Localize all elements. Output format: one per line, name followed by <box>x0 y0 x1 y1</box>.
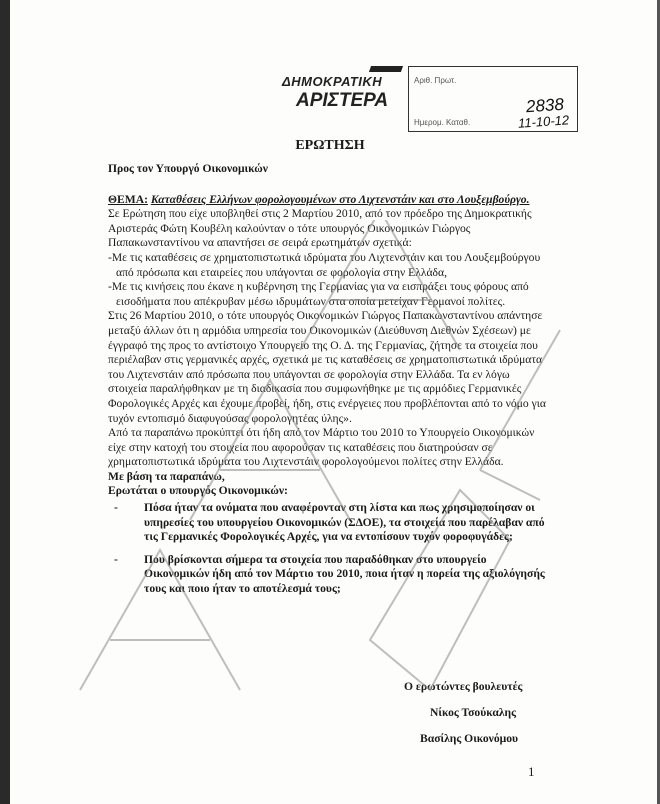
signature-name-1: Νίκος Τσούκαλης <box>430 706 516 719</box>
paragraph-answer: Στις 26 Μαρτίου 2010, ο τότε υπουργός Οικονομικών Γιώργος Παπακωνσταντίνου απάντησε μεταξύ άλλων ότι η αρμόδια υπηρεσία του Οικονομικών (Διεύθυνση Διεθνών Σχέσεων) με έγγραφό της προς το αντίστοιχο Υπουργείο της Ο. Δ. της Γερμανίας, ζήτησε τα στοιχεία που περιέλαβαν στις γερμανικές αρχές, σχετικά με τις καταθέσεις σε χρηματοπιστωτικά ιδρύματα του Λιχτενστάιν από πρόσωπα που υπάγονται σε φορολογία στην Ελλάδα. Τα εν λόγω στοιχεία παραλήφθηκαν με τη διαδικασία που συμφωνήθηκε με τις αρμόδιες Γερμανικές Φορολογικές Αρχές και έχουμε προβεί, ήδη, στις ενέργειες που προβλέπονται από το νόμο για τυχόν εντοπισμό διαφυγούσας φορολογητέας ύλης». <box>108 309 546 425</box>
question-2-text: Που βρίσκονται σήμερα τα στοιχεία που παραδόθηκαν στο υπουργείο Οικονομικών ήδη από τον Μάρτιο του 2010, ποια ήταν η πορεία της αξιολόγησής τους και ποιο ήταν το αποτέλεσμά τους; <box>144 552 545 596</box>
scan-edge-left <box>0 0 10 804</box>
question-2-dash: - <box>114 552 118 566</box>
paragraph-basis: Με βάση τα παραπάνω, <box>108 469 225 483</box>
question-1 <box>108 501 548 545</box>
party-logo <box>282 66 400 118</box>
subject-text: Καταθέσεις Ελλήνων φορολογουμένων στο Λιχτενστάιν και στο Λουξεμβούργο. <box>150 192 530 206</box>
logo-line2: ΑΡΙΣΤΕΡΑ <box>296 90 389 111</box>
paragraph-bullet-2: -Με τις κινήσεις που έκανε η κυβέρνηση της Γερμανίας για να εισπράξει τους φόρους από εισοδήματα που απέκρυβαν μέσω ιδρυμάτων στα οποία μετείχαν Γερμανοί πολίτες. <box>108 280 529 308</box>
stamp-date: 11-10-12 <box>517 112 570 131</box>
question-1-dash: - <box>114 501 118 515</box>
stamp-line1: Αριθ. Πρωτ. <box>414 76 457 85</box>
question-2 <box>108 553 548 597</box>
subject-label: ΘΕΜΑ: <box>108 192 148 206</box>
stamp-number: 2838 <box>525 94 565 117</box>
signature-name-2: Βασίλης Οικονόμου <box>420 732 519 745</box>
paragraph-asked: Ερωτάται ο υπουργός Οικονομικών: <box>108 484 288 498</box>
document-body <box>108 160 548 597</box>
logo-bar-icon <box>369 66 403 72</box>
paragraph-intro: Σε Ερώτηση που είχε υποβληθεί στις 2 Μαρτίου 2010, από τον πρόεδρο της Δημοκρατικής Αριστεράς Φώτη Κουβέλη καλούνταν ο τότε υπουργός Οικονομικών Γιώργος Παπακωνσταντίνου να απαντήσει σε σειρά ερωτημάτων σχετικά: <box>108 207 532 250</box>
addressee: Προς τον Υπουργό Οικονομικών <box>108 162 268 175</box>
logo-line1: ΔΗΜΟΚΡΑΤΙΚΗ <box>282 74 383 89</box>
page-number: 1 <box>528 764 535 779</box>
registration-stamp <box>408 66 588 138</box>
question-1-text: Πόσα ήταν τα ονόματα που αναφέρονταν στη λίστα και πως χρησιμοποίησαν οι υπηρεσίες του υπουργείου Οικονομικών (ΣΔΟΕ), τα στοιχεία που παρέλαβαν από τις Γερμανικές Φορολογικές Αρχές, για να εντοπίσουν τυχόν φοροφυγάδες; <box>144 501 545 544</box>
document-title: ΕΡΩΤΗΣΗ <box>295 138 365 153</box>
signatures-heading: Ο ερωτώντες βουλευτές <box>404 680 523 693</box>
stamp-line2: Ημερομ. Καταθ. <box>414 118 471 127</box>
paragraph-bullet-1: -Με τις καταθέσεις σε χρηματοπιστωτικά ιδρύματα του Λιχτενστάιν και του Λουξεμβούργου από πρόσωπα και εταιρείες που υπάγονται σε φορολογία στην Ελλάδα, <box>108 250 541 279</box>
subject <box>108 193 548 208</box>
paragraph-conclusion: Από τα παραπάνω προκύπτει ότι ήδη από τον Μάρτιο του 2010 το Υπουργείο Οικονομικών είχε στην κατοχή του στοιχεία που αφορούσαν τις καταθέσεις που διατηρούσαν σε χρηματοπιστωτικά ιδρύματα του Λιχτενστάιν φορολογούμενοι πολίτες στην Ελλάδα. <box>108 426 535 469</box>
